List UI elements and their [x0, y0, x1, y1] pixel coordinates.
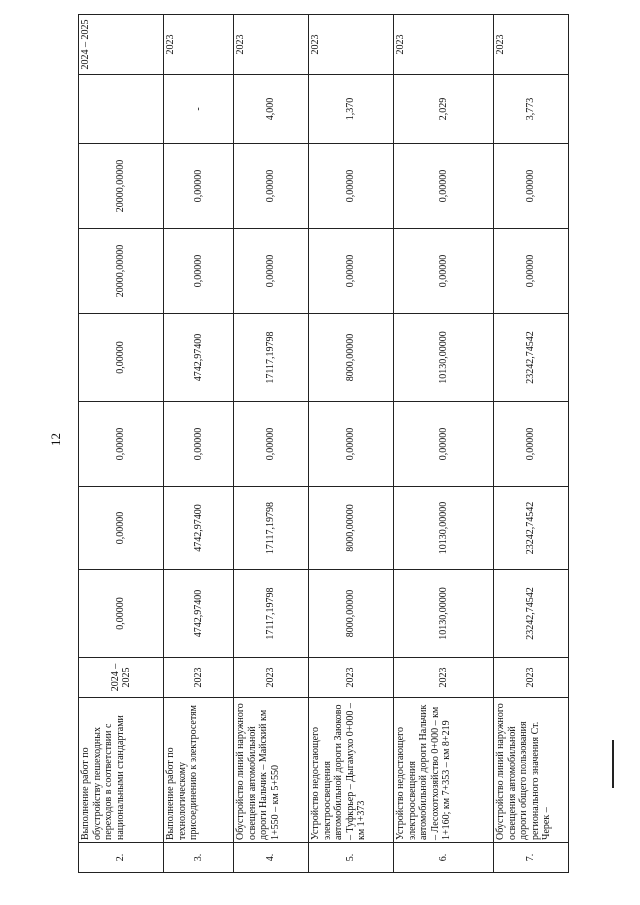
amount-cell: 20000,00000 [79, 144, 164, 229]
year-cell: 2023 [494, 658, 569, 698]
table-row [309, 15, 394, 873]
amount-cell: 0,00000 [234, 144, 309, 229]
amount-cell: 0,00000 [494, 144, 569, 229]
amount-cell: 10130,00000 [394, 570, 494, 658]
amount-cell: 8000,00000 [309, 487, 394, 570]
activity-name: Обустройство линий наружного освещения автомобильной дороги Нальчик – Майский км 1+550 – км 5+550 [234, 698, 309, 843]
capacity-cell [79, 75, 164, 144]
activity-name: Выполнение работ по обустройству пешеходных переходов в соответствии с национальными стандартами [79, 698, 164, 843]
amount-cell: 0,00000 [394, 402, 494, 487]
activity-name: Обустройство линий наружного освещения автомобильной дороги общего пользования регионального значения Ст. Черек – [494, 698, 569, 843]
table-row [234, 15, 309, 873]
amount-cell: 20000,00000 [79, 229, 164, 314]
deadline-cell: 2023 [494, 15, 569, 75]
amount-cell: 23242,74542 [494, 314, 569, 402]
row-number: 7. [494, 843, 569, 873]
capacity-cell: - [164, 75, 234, 144]
amount-cell: 0,00000 [164, 229, 234, 314]
year-cell: 2023 [164, 658, 234, 698]
amount-cell: 0,00000 [394, 229, 494, 314]
rotated-table-container [78, 15, 568, 873]
page-number: 12 [48, 433, 63, 446]
deadline-cell: 2023 [234, 15, 309, 75]
amount-cell: 17117,19798 [234, 570, 309, 658]
amount-cell: 8000,00000 [309, 314, 394, 402]
amount-cell: 4742,97400 [164, 570, 234, 658]
amount-cell: 0,00000 [164, 402, 234, 487]
amount-cell: 0,00000 [494, 229, 569, 314]
row-number: 4. [234, 843, 309, 873]
amount-cell: 10130,00000 [394, 487, 494, 570]
year-cell: 2023 [394, 658, 494, 698]
deadline-cell: 2023 [164, 15, 234, 75]
amount-cell: 23242,74542 [494, 570, 569, 658]
row-number: 5. [309, 843, 394, 873]
amount-cell: 0,00000 [494, 402, 569, 487]
amount-cell: 8000,00000 [309, 570, 394, 658]
row-number: 3. [164, 843, 234, 873]
capacity-cell: 2,029 [394, 75, 494, 144]
deadline-cell: 2024 – 2025 [79, 15, 164, 75]
activity-name: Устройство недостающего электроосвещения автомобильной дороги Заюково – Туфкрьер – Дыгамухо 0+000 – км 1+373 [309, 698, 394, 843]
year-cell: 2023 [234, 658, 309, 698]
amount-cell: 0,00000 [164, 144, 234, 229]
capacity-cell: 1,370 [309, 75, 394, 144]
table-row [164, 15, 234, 873]
amount-cell: 17117,19798 [234, 487, 309, 570]
amount-cell: 4742,97400 [164, 314, 234, 402]
activity-name: Выполнение работ по технологическому присоединению к электросетям [164, 698, 234, 843]
budget-table [78, 14, 569, 873]
margin-mark [612, 740, 614, 788]
capacity-cell: 4,000 [234, 75, 309, 144]
amount-cell: 0,00000 [79, 487, 164, 570]
amount-cell: 0,00000 [309, 229, 394, 314]
amount-cell: 0,00000 [309, 144, 394, 229]
amount-cell: 0,00000 [234, 402, 309, 487]
activity-name: Устройство недостающего электроосвещения автомобильной дороги Нальчик – Лесохотхозяйство 0+000 – км 1+160; км 7+353 – км 8+219 [394, 698, 494, 843]
amount-cell: 17117,19798 [234, 314, 309, 402]
table-row [494, 15, 569, 873]
amount-cell: 23242,74542 [494, 487, 569, 570]
deadline-cell: 2023 [309, 15, 394, 75]
amount-cell: 0,00000 [394, 144, 494, 229]
year-cell: 2024 – 2025 [79, 658, 164, 698]
amount-cell: 4742,97400 [164, 487, 234, 570]
table-row [79, 15, 164, 873]
amount-cell: 0,00000 [79, 314, 164, 402]
capacity-cell: 3,773 [494, 75, 569, 144]
amount-cell: 0,00000 [309, 402, 394, 487]
table-body [79, 15, 569, 873]
row-number: 6. [394, 843, 494, 873]
amount-cell: 0,00000 [79, 570, 164, 658]
deadline-cell: 2023 [394, 15, 494, 75]
table-row [394, 15, 494, 873]
year-cell: 2023 [309, 658, 394, 698]
amount-cell: 0,00000 [234, 229, 309, 314]
amount-cell: 10130,00000 [394, 314, 494, 402]
row-number: 2. [79, 843, 164, 873]
amount-cell: 0,00000 [79, 402, 164, 487]
